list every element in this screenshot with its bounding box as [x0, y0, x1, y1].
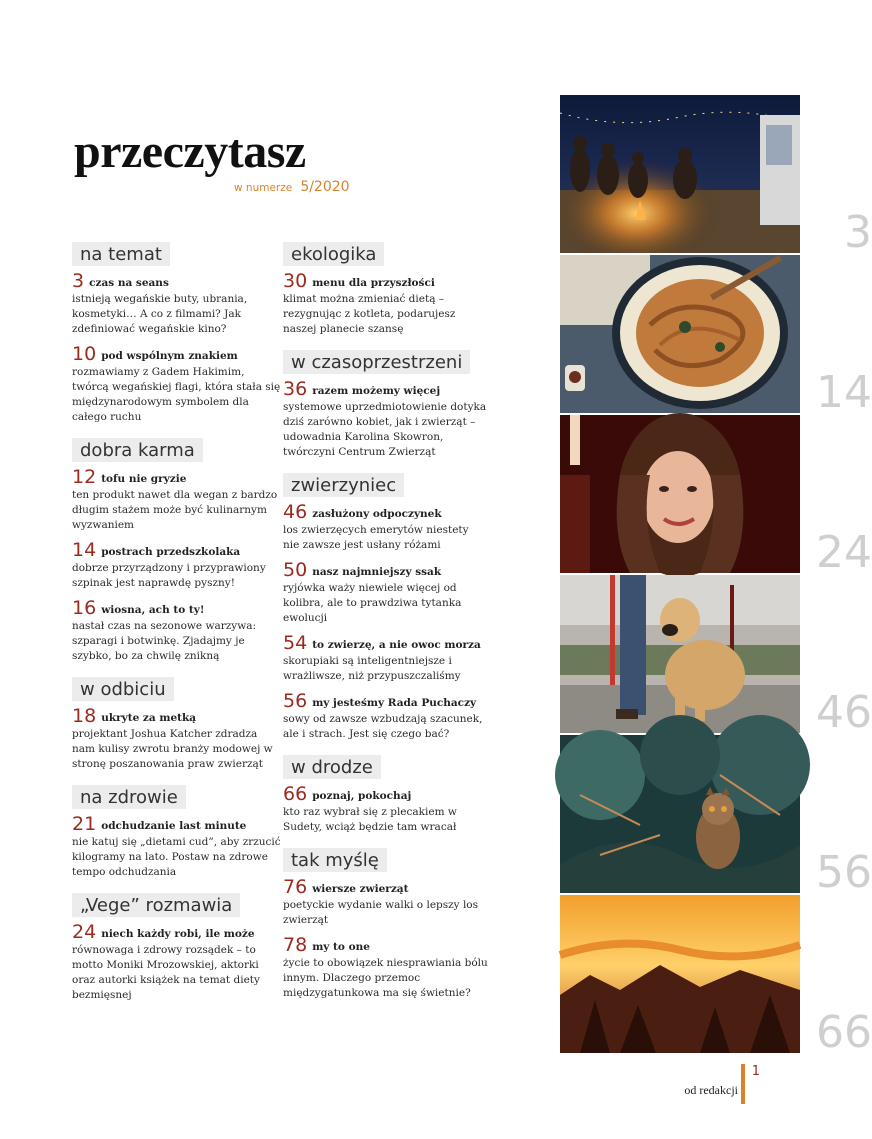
toc-entry-heading	[72, 707, 282, 727]
toc-entry-heading	[283, 936, 488, 956]
toc-entry-heading	[283, 878, 488, 898]
toc-entry-title: nasz najmniejszy ssak	[312, 566, 442, 578]
toc-entry-title: my jesteśmy Rada Puchaczy	[312, 697, 477, 709]
toc-entry-title: my to one	[312, 941, 370, 953]
toc-section	[283, 350, 488, 460]
toc-entry-description: klimat można zmieniać dietą – rezygnując z kotleta, podarujesz naszej planecie szansę	[283, 293, 456, 335]
toc-page-number: 76	[283, 876, 308, 898]
toc-right-column	[283, 242, 488, 1014]
toc-page-number: 24	[72, 921, 97, 943]
toc-entry[interactable]	[72, 815, 282, 880]
toc-entry-heading	[283, 561, 488, 581]
photo-sunset[interactable]	[560, 895, 872, 1058]
toc-entry-heading	[72, 599, 282, 619]
photo-page-number: 24	[816, 527, 872, 578]
toc-entry[interactable]	[283, 380, 488, 460]
toc-entry-description: ryjówka waży niewiele więcej od kolibra, ale to prawdziwa tytanka ewolucji	[283, 582, 462, 624]
toc-entry-description: poetyckie wydanie walki o lepszy los zwierząt	[283, 899, 479, 926]
toc-page-number: 50	[283, 559, 308, 581]
toc-entry[interactable]	[283, 272, 488, 337]
section-header: dobra karma	[72, 438, 203, 462]
toc-page-number: 46	[283, 501, 308, 523]
toc-entry[interactable]	[283, 692, 488, 742]
toc-entry-title: poznaj, pokochaj	[312, 790, 412, 802]
toc-entry-heading	[283, 272, 488, 292]
footer	[660, 1064, 800, 1104]
toc-entry-description: sowy od zawsze wzbudzają szacunek, ale i strach. Jest się czego bać?	[283, 713, 483, 740]
toc-entry-title: czas na seans	[89, 277, 169, 289]
toc-entry[interactable]	[72, 272, 282, 337]
campfire-night-photo	[560, 95, 800, 253]
golden-retriever-photo	[560, 575, 800, 733]
masthead	[74, 125, 350, 195]
section-header: tak myślę	[283, 848, 387, 872]
section-header: w czasoprzestrzeni	[283, 350, 470, 374]
toc-section	[72, 677, 282, 772]
toc-section	[72, 438, 282, 664]
toc-entry-description: los zwierzęcych emerytów niestety nie zawsze jest usłany różami	[283, 524, 469, 551]
toc-entry-heading	[283, 785, 488, 805]
toc-entry-title: to zwierzę, a nie owoc morza	[312, 639, 481, 651]
photo-page-number: 66	[816, 1007, 872, 1058]
toc-entry-description: projektant Joshua Katcher zdradza nam kulisy zwrotu branży modowej w stronę poszanowania praw zwierząt	[72, 728, 273, 770]
toc-page-number: 36	[283, 378, 308, 400]
toc-page-number: 18	[72, 705, 97, 727]
photo-page-number: 3	[844, 207, 872, 258]
section-header: zwierzyniec	[283, 473, 404, 497]
toc-section	[283, 848, 488, 1001]
toc-section	[72, 785, 282, 880]
photo-pasta[interactable]	[560, 255, 872, 418]
issue-info	[234, 176, 350, 195]
toc-entry-title: pod wspólnym znakiem	[101, 350, 238, 362]
toc-page-number: 10	[72, 343, 97, 365]
toc-entry[interactable]	[72, 468, 282, 533]
toc-entry[interactable]	[72, 541, 282, 591]
toc-entry-heading	[283, 692, 488, 712]
section-header: „Vege” rozmawia	[72, 893, 240, 917]
toc-entry[interactable]	[283, 634, 488, 684]
sunset-mountains-photo	[560, 895, 800, 1053]
toc-entry-heading	[283, 634, 488, 654]
photo-dog[interactable]	[560, 575, 872, 738]
toc-entry[interactable]	[283, 561, 488, 626]
toc-page-number: 78	[283, 934, 308, 956]
photo-portrait[interactable]	[560, 415, 872, 578]
section-header: w odbiciu	[72, 677, 174, 701]
toc-page-number: 21	[72, 813, 97, 835]
toc-entry-heading	[72, 272, 282, 292]
toc-entry-title: wiersze zwierząt	[312, 883, 409, 895]
toc-entry-description: istnieją wegańskie buty, ubrania, kosmetyki… A co z filmami? Jak zdefiniować wegańskie kino?	[72, 293, 248, 335]
photo-page-number: 46	[816, 687, 872, 738]
photo-strip	[560, 95, 872, 1058]
toc-page-number: 66	[283, 783, 308, 805]
issue-number: 5/2020	[300, 179, 350, 195]
photo-page-number: 14	[816, 367, 872, 418]
toc-entry[interactable]	[283, 936, 488, 1001]
toc-section	[72, 893, 282, 1003]
toc-page-number: 14	[72, 539, 97, 561]
pasta-dish-photo	[560, 255, 800, 413]
toc-entry-heading	[72, 541, 282, 561]
toc-entry-title: postrach przedszkolaka	[101, 546, 241, 558]
page-title: przeczytasz	[74, 125, 306, 178]
toc-entry[interactable]	[283, 878, 488, 928]
footer-label: od redakcji	[684, 1083, 738, 1097]
toc-section	[283, 755, 488, 835]
toc-page-number: 12	[72, 466, 97, 488]
toc-entry[interactable]	[72, 923, 282, 1003]
toc-entry-heading	[72, 815, 282, 835]
toc-entry-title: ukryte za metką	[101, 712, 197, 724]
toc-entry[interactable]	[283, 503, 488, 553]
toc-section	[72, 242, 282, 425]
toc-entry-description: rozmawiamy z Gadem Hakimim, twórcą wegańskiej flagi, która stała się międzynarodowym symbolem dla całego ruchu	[72, 366, 281, 423]
toc-entry-title: menu dla przyszłości	[312, 277, 435, 289]
toc-entry-description: równowaga i zdrowy rozsądek – to motto Moniki Mrozowskiej, aktorki oraz autorki książek na temat diety bezmięsnej	[72, 944, 260, 1001]
toc-entry-title: zasłużony odpoczynek	[312, 508, 442, 520]
section-header: ekologika	[283, 242, 384, 266]
toc-entry-title: razem możemy więcej	[312, 385, 441, 397]
toc-entry-heading	[283, 503, 488, 523]
toc-entry-description: życie to obowiązek niesprawiania bólu innym. Dlaczego przemoc międzygatunkowa ma się świetnie?	[283, 957, 488, 999]
toc-entry-title: wiosna, ach to ty!	[101, 604, 205, 616]
toc-page-number: 16	[72, 597, 97, 619]
toc-entry[interactable]	[283, 785, 488, 835]
toc-entry-description: ten produkt nawet dla wegan z bardzo długim stażem może być kulinarnym wyzwaniem	[72, 489, 278, 531]
toc-entry-heading	[72, 468, 282, 488]
section-header: na zdrowie	[72, 785, 186, 809]
photo-campfire[interactable]	[560, 95, 872, 258]
section-header: na temat	[72, 242, 170, 266]
toc-entry-title: odchudzanie last minute	[101, 820, 247, 832]
actress-portrait-photo	[560, 415, 800, 573]
toc-entry-description: dobrze przyrządzony i przyprawiony szpinak jest naprawdę pyszny!	[72, 562, 266, 589]
toc-entry-heading	[283, 380, 488, 400]
photo-owl[interactable]	[560, 735, 872, 898]
toc-entry-description: skorupiaki są inteligentniejsze i wrażliwsze, niż przypuszczaliśmy	[283, 655, 461, 682]
toc-page-number: 3	[72, 270, 85, 292]
toc-page-number: 56	[283, 690, 308, 712]
footer-accent-bar	[741, 1064, 745, 1104]
toc-entry-description: kto raz wybrał się z plecakiem w Sudety, wciąż będzie tam wracał	[283, 806, 457, 833]
toc-page-number: 54	[283, 632, 308, 654]
toc-section	[283, 473, 488, 742]
toc-entry-title: tofu nie gryzie	[101, 473, 187, 485]
owl-in-tree-photo	[560, 735, 800, 893]
toc-entry-heading	[72, 923, 282, 943]
toc-entry-heading	[72, 345, 282, 365]
toc-entry-description: nastał czas na sezonowe warzywa: szparagi i botwinkę. Zjadajmy je szybko, bo za chwilę znikną	[72, 620, 256, 662]
toc-entry-description: systemowe uprzedmiotowienie dotyka dziś zarówno kobiet, jak i zwierząt – udowadnia Karolina Skowron, twórczyni Centrum Zwierząt	[283, 401, 487, 458]
photo-page-number: 56	[816, 847, 872, 898]
toc-entry-description: nie katuj się „dietami cud”, aby zrzucić kilogramy na lato. Postaw na zdrowe tempo odchudzania	[72, 836, 281, 878]
toc-section	[283, 242, 488, 337]
toc-page-number: 30	[283, 270, 308, 292]
section-header: w drodze	[283, 755, 381, 779]
toc-entry[interactable]	[72, 345, 282, 425]
toc-entry-title: niech każdy robi, ile może	[101, 928, 255, 940]
toc-left-column	[72, 242, 282, 1016]
toc-entry[interactable]	[72, 599, 282, 664]
footer-page-number: 1	[751, 1064, 760, 1079]
issue-label: w numerze	[234, 182, 293, 194]
toc-entry[interactable]	[72, 707, 282, 772]
